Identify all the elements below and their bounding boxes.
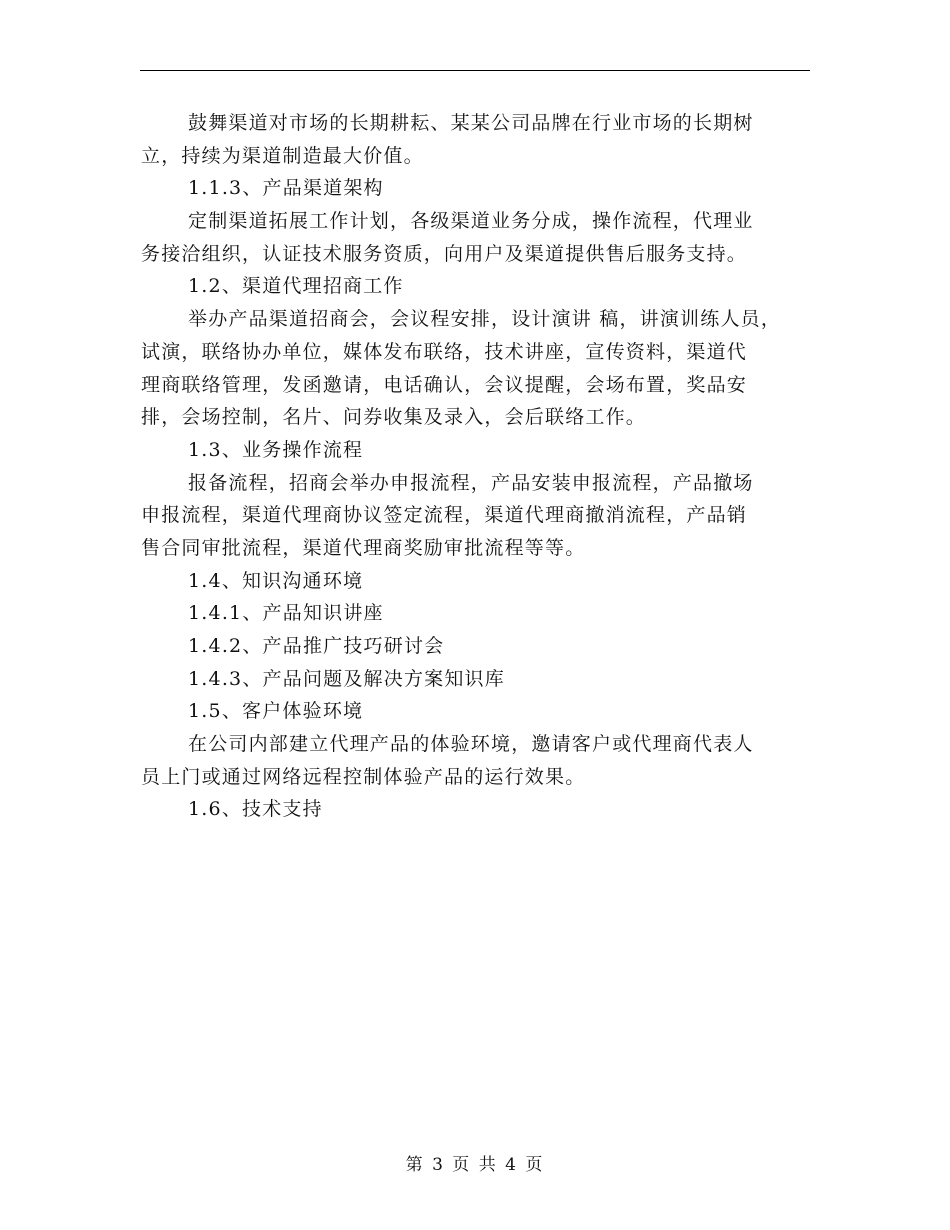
text-line: 在公司内部建立代理产品的体验环境，邀请客户或代理商代表人	[188, 733, 754, 756]
section-heading: 1.5、客户体验环境	[188, 700, 364, 723]
text-line: 鼓舞渠道对市场的长期耕耘、某某公司品牌在行业市场的长期树	[188, 112, 754, 134]
text-line: 员上门或通过网络远程控制体验产品的运行效果。	[141, 765, 586, 788]
text-line: 定制渠道拓展工作计划，各级渠道业务分成，操作流程，代理业	[188, 210, 754, 233]
section-heading: 1.4.1、产品知识讲座	[188, 602, 384, 625]
section-heading: 1.2、渠道代理招商工作	[188, 275, 404, 298]
text-line: 售合同审批流程，渠道代理商奖励审批流程等等。	[141, 536, 586, 559]
section-heading: 1.1.3、产品渠道架构	[188, 177, 384, 200]
text-line: 申报流程，渠道代理商协议签定流程，渠道代理商撤消流程，产品销	[141, 504, 748, 527]
text-line: 立，持续为渠道制造最大价值。	[141, 144, 424, 167]
text-line: 理商联络管理，发函邀请，电话确认，会议提醒，会场布置，奖品安	[141, 373, 748, 396]
section-heading: 1.3、业务操作流程	[188, 438, 364, 461]
page-footer: 第 3 页 共 4 页	[405, 1155, 545, 1175]
text-line: 报备流程，招商会举办申报流程，产品安装申报流程，产品撤场	[188, 471, 754, 494]
section-heading: 1.4、知识沟通环境	[188, 569, 364, 592]
header-rule	[140, 70, 810, 71]
section-heading: 1.6、技术支持	[188, 798, 323, 821]
text-line: 排，会场控制，名片、问券收集及录入，会后联络工作。	[141, 406, 647, 429]
text-line: 试演，联络协办单位，媒体发布联络，技术讲座，宣传资料，渠道代	[141, 340, 748, 363]
text-line: 举办产品渠道招商会，会议程安排，设计演讲 稿，讲演训练人员，	[188, 308, 782, 331]
text-line: 务接洽组织，认证技术服务资质，向用户及渠道提供售后服务支持。	[141, 242, 748, 265]
section-heading: 1.4.3、产品问题及解决方案知识库	[188, 667, 505, 690]
section-heading: 1.4.2、产品推广技巧研讨会	[188, 635, 445, 657]
document-body	[141, 107, 821, 826]
